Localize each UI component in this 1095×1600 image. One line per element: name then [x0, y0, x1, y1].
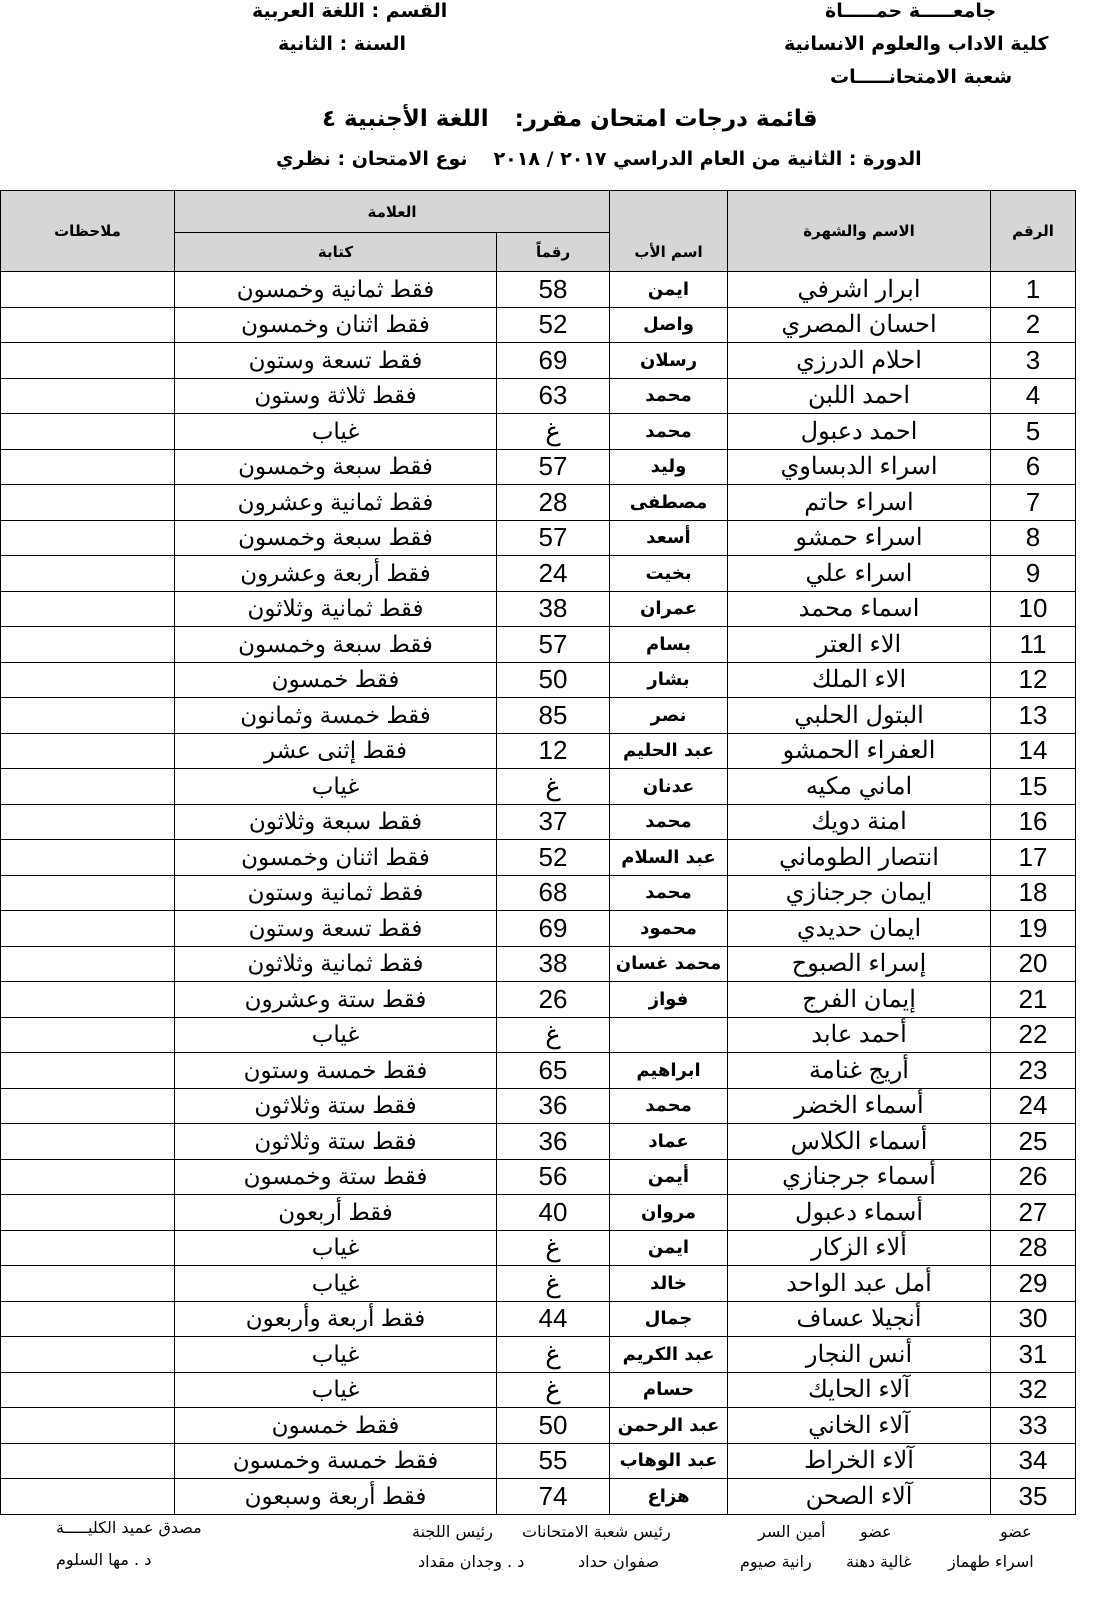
department-label: القسم : اللغة العربية	[252, 0, 448, 22]
table-row	[1, 662, 1076, 698]
table-row	[1, 911, 1076, 947]
header-name: الاسم والشهرة	[728, 191, 991, 272]
notes-cell	[1, 1053, 175, 1089]
table-row	[1, 1301, 1076, 1337]
notes-cell	[1, 1372, 175, 1408]
table-row	[1, 946, 1076, 982]
header-number: الرقم	[991, 191, 1076, 272]
grade-words: فقط خمسة وستون	[175, 1053, 497, 1089]
grade-words: فقط ثمانية وثلاثون	[175, 591, 497, 627]
father-name: محمد	[610, 1088, 728, 1124]
grade-words: فقط ثمانية وستون	[175, 875, 497, 911]
table-row	[1, 1337, 1076, 1373]
notes-cell	[1, 1195, 175, 1231]
grade-digits: غ	[497, 1337, 610, 1373]
notes-cell	[1, 1088, 175, 1124]
row-number: 11	[991, 627, 1076, 663]
grade-digits: 68	[497, 875, 610, 911]
grade-digits: 57	[497, 627, 610, 663]
notes-cell	[1, 769, 175, 805]
student-name: إسراء الصبوح	[728, 946, 991, 982]
table-row	[1, 485, 1076, 521]
student-name: العفراء الحمشو	[728, 733, 991, 769]
student-name: أنجيلا عساف	[728, 1301, 991, 1337]
row-number: 4	[991, 378, 1076, 414]
table-row	[1, 520, 1076, 556]
father-name: محمد غسان	[610, 946, 728, 982]
row-number: 31	[991, 1337, 1076, 1373]
row-number: 28	[991, 1230, 1076, 1266]
father-name: بسام	[610, 627, 728, 663]
grade-words: فقط سبعة وخمسون	[175, 627, 497, 663]
grade-digits: 50	[497, 1408, 610, 1444]
grade-words: غياب	[175, 1372, 497, 1408]
row-number: 16	[991, 804, 1076, 840]
student-name: آلاء الخراط	[728, 1443, 991, 1479]
grade-words: غياب	[175, 769, 497, 805]
grade-digits: 52	[497, 307, 610, 343]
notes-cell	[1, 1230, 175, 1266]
table-body	[1, 272, 1076, 1515]
father-name: ابراهيم	[610, 1053, 728, 1089]
notes-cell	[1, 414, 175, 450]
student-name: اسماء محمد	[728, 591, 991, 627]
father-name: بخيت	[610, 556, 728, 592]
table-row	[1, 449, 1076, 485]
table-row	[1, 378, 1076, 414]
table-row	[1, 1124, 1076, 1160]
grade-words: فقط ستة وخمسون	[175, 1159, 497, 1195]
row-number: 5	[991, 414, 1076, 450]
notes-cell	[1, 1337, 175, 1373]
header-father: اسم الأب	[610, 233, 728, 272]
row-number: 9	[991, 556, 1076, 592]
student-name: اسراء حاتم	[728, 485, 991, 521]
table-row	[1, 804, 1076, 840]
grade-words: فقط أربعون	[175, 1195, 497, 1231]
notes-cell	[1, 982, 175, 1018]
session-label: الدورة : الثانية من العام الدراسي ٢٠١٧ / ٢٠١٨	[493, 148, 922, 170]
student-name: أسماء الخضر	[728, 1088, 991, 1124]
student-name: آلاء الخاني	[728, 1408, 991, 1444]
table-row	[1, 1230, 1076, 1266]
notes-cell	[1, 662, 175, 698]
student-name: ألاء الزكار	[728, 1230, 991, 1266]
table-row	[1, 1195, 1076, 1231]
grade-words: فقط سبعة وخمسون	[175, 520, 497, 556]
grade-digits: 52	[497, 840, 610, 876]
row-number: 6	[991, 449, 1076, 485]
table-row	[1, 272, 1076, 308]
student-name: احلام الدرزي	[728, 343, 991, 379]
grade-digits: 65	[497, 1053, 610, 1089]
header-father-blank	[610, 191, 728, 233]
grade-digits: غ	[497, 414, 610, 450]
table-row	[1, 414, 1076, 450]
row-number: 10	[991, 591, 1076, 627]
grade-digits: 56	[497, 1159, 610, 1195]
grade-words: فقط ستة وثلاثون	[175, 1124, 497, 1160]
row-number: 23	[991, 1053, 1076, 1089]
student-name: اماني مكيه	[728, 769, 991, 805]
father-name: محمد	[610, 804, 728, 840]
grade-words: فقط ستة وعشرون	[175, 982, 497, 1018]
father-name: عبد الحليم	[610, 733, 728, 769]
notes-cell	[1, 307, 175, 343]
grade-words: فقط تسعة وستون	[175, 343, 497, 379]
grade-words: فقط اثنان وخمسون	[175, 307, 497, 343]
grade-digits: 55	[497, 1443, 610, 1479]
secretary-title: أمين السر	[758, 1522, 826, 1541]
grade-digits: غ	[497, 1230, 610, 1266]
grade-digits: غ	[497, 1017, 610, 1053]
row-number: 2	[991, 307, 1076, 343]
grade-words: فقط سبعة وثلاثون	[175, 804, 497, 840]
notes-cell	[1, 449, 175, 485]
row-number: 15	[991, 769, 1076, 805]
grade-digits: غ	[497, 769, 610, 805]
father-name	[610, 1017, 728, 1053]
father-name: محمد	[610, 875, 728, 911]
student-name: احمد دعبول	[728, 414, 991, 450]
table-row	[1, 1372, 1076, 1408]
student-name: البتول الحلبي	[728, 698, 991, 734]
grade-digits: 44	[497, 1301, 610, 1337]
table-row	[1, 982, 1076, 1018]
father-name: رسلان	[610, 343, 728, 379]
course-name: اللغة الأجنبية ٤	[322, 106, 489, 132]
table-row	[1, 769, 1076, 805]
notes-cell	[1, 946, 175, 982]
table-row	[1, 591, 1076, 627]
grade-words: فقط خمسة وثمانون	[175, 698, 497, 734]
grade-digits: 28	[497, 485, 610, 521]
student-name: الاء العتر	[728, 627, 991, 663]
grade-words: فقط ثلاثة وستون	[175, 378, 497, 414]
table-header	[1, 191, 1076, 272]
student-name: آلاء الصحن	[728, 1479, 991, 1515]
father-name: محمد	[610, 414, 728, 450]
grade-words: فقط خمسون	[175, 662, 497, 698]
row-number: 8	[991, 520, 1076, 556]
father-name: بشار	[610, 662, 728, 698]
father-name: فواز	[610, 982, 728, 1018]
student-name: ايمان حديدي	[728, 911, 991, 947]
header-grade: العلامة	[175, 191, 610, 233]
member2-name: اسراء طهماز	[948, 1552, 1034, 1571]
student-name: احمد اللبن	[728, 378, 991, 414]
notes-cell	[1, 556, 175, 592]
table-row	[1, 1053, 1076, 1089]
father-name: مصطفى	[610, 485, 728, 521]
row-number: 19	[991, 911, 1076, 947]
student-name: اسراء حمشو	[728, 520, 991, 556]
notes-cell	[1, 1159, 175, 1195]
notes-cell	[1, 1479, 175, 1515]
header-words: كتابة	[175, 233, 497, 272]
father-name: عماد	[610, 1124, 728, 1160]
grade-digits: 57	[497, 520, 610, 556]
exams-head-name: صفوان حداد	[578, 1552, 660, 1571]
grade-words: غياب	[175, 414, 497, 450]
father-name: ايمن	[610, 272, 728, 308]
grade-words: فقط اثنان وخمسون	[175, 840, 497, 876]
father-name: أيمن	[610, 1159, 728, 1195]
grade-digits: 85	[497, 698, 610, 734]
student-name: أمل عبد الواحد	[728, 1266, 991, 1302]
row-number: 21	[991, 982, 1076, 1018]
notes-cell	[1, 698, 175, 734]
row-number: 24	[991, 1088, 1076, 1124]
table-row	[1, 875, 1076, 911]
father-name: عدنان	[610, 769, 728, 805]
row-number: 34	[991, 1443, 1076, 1479]
grade-digits: 69	[497, 911, 610, 947]
student-name: أسماء جرجنازي	[728, 1159, 991, 1195]
father-name: حسام	[610, 1372, 728, 1408]
grade-words: فقط ثمانية وعشرون	[175, 485, 497, 521]
student-name: ايمان جرجنازي	[728, 875, 991, 911]
father-name: واصل	[610, 307, 728, 343]
notes-cell	[1, 627, 175, 663]
father-name: محمود	[610, 911, 728, 947]
notes-cell	[1, 1017, 175, 1053]
row-number: 27	[991, 1195, 1076, 1231]
student-name: امنة دويك	[728, 804, 991, 840]
student-name: إيمان الفرج	[728, 982, 991, 1018]
student-name: الاء الملك	[728, 662, 991, 698]
grade-digits: 12	[497, 733, 610, 769]
father-name: عبد الكريم	[610, 1337, 728, 1373]
grades-table	[0, 190, 1076, 1515]
student-name: احسان المصري	[728, 307, 991, 343]
document-title	[322, 106, 818, 132]
grade-digits: 26	[497, 982, 610, 1018]
row-number: 29	[991, 1266, 1076, 1302]
grade-words: غياب	[175, 1266, 497, 1302]
dean-name: د . مها السلوم	[56, 1550, 152, 1569]
father-name: خالد	[610, 1266, 728, 1302]
father-name: عمران	[610, 591, 728, 627]
grade-words: غياب	[175, 1337, 497, 1373]
notes-cell	[1, 875, 175, 911]
row-number: 33	[991, 1408, 1076, 1444]
table-row	[1, 1408, 1076, 1444]
row-number: 13	[991, 698, 1076, 734]
grade-words: فقط أربعة وعشرون	[175, 556, 497, 592]
grade-words: فقط ثمانية وثلاثون	[175, 946, 497, 982]
notes-cell	[1, 520, 175, 556]
father-name: عبد السلام	[610, 840, 728, 876]
notes-cell	[1, 378, 175, 414]
grade-words: فقط إثنى عشر	[175, 733, 497, 769]
father-name: عبد الوهاب	[610, 1443, 728, 1479]
member2-title: عضو	[1000, 1522, 1032, 1541]
row-number: 1	[991, 272, 1076, 308]
member1-name: غالية دهنة	[846, 1552, 912, 1571]
grade-words: غياب	[175, 1230, 497, 1266]
university-name: جامعـــــة حمـــــاة	[825, 0, 997, 22]
table-row	[1, 556, 1076, 592]
row-number: 3	[991, 343, 1076, 379]
grade-digits: غ	[497, 1266, 610, 1302]
grade-digits: 57	[497, 449, 610, 485]
grade-words: فقط أربعة وأربعون	[175, 1301, 497, 1337]
grade-words: غياب	[175, 1017, 497, 1053]
secretary-name: رانية صيوم	[740, 1552, 812, 1571]
row-number: 12	[991, 662, 1076, 698]
student-name: أريج غنامة	[728, 1053, 991, 1089]
notes-cell	[1, 1124, 175, 1160]
notes-cell	[1, 911, 175, 947]
member1-title: عضو	[860, 1522, 892, 1541]
notes-cell	[1, 1266, 175, 1302]
student-name: آلاء الحايك	[728, 1372, 991, 1408]
row-number: 20	[991, 946, 1076, 982]
student-name: اسراء علي	[728, 556, 991, 592]
exams-head-title: رئيس شعبة الامتحانات	[522, 1522, 671, 1541]
exams-office-name: شعبة الامتحانـــــات	[830, 66, 1013, 88]
notes-cell	[1, 591, 175, 627]
notes-cell	[1, 1301, 175, 1337]
table-row	[1, 733, 1076, 769]
table-row	[1, 1479, 1076, 1515]
committee-head-name: د . وجدان مقداد	[418, 1552, 525, 1571]
notes-cell	[1, 1443, 175, 1479]
grade-digits: 69	[497, 343, 610, 379]
notes-cell	[1, 272, 175, 308]
grade-digits: غ	[497, 1372, 610, 1408]
grade-digits: 58	[497, 272, 610, 308]
table-row	[1, 1266, 1076, 1302]
father-name: وليد	[610, 449, 728, 485]
father-name: نصر	[610, 698, 728, 734]
notes-cell	[1, 840, 175, 876]
year-label: السنة : الثانية	[278, 33, 407, 55]
grade-digits: 63	[497, 378, 610, 414]
grade-digits: 38	[497, 591, 610, 627]
grade-digits: 36	[497, 1088, 610, 1124]
row-number: 17	[991, 840, 1076, 876]
title-prefix: قائمة درجات امتحان مقرر:	[514, 106, 818, 132]
student-name: أسماء الكلاس	[728, 1124, 991, 1160]
grade-words: فقط تسعة وستون	[175, 911, 497, 947]
row-number: 30	[991, 1301, 1076, 1337]
student-name: أنس النجار	[728, 1337, 991, 1373]
grade-words: فقط ثمانية وخمسون	[175, 272, 497, 308]
student-name: اسراء الدبساوي	[728, 449, 991, 485]
grade-words: فقط خمسة وخمسون	[175, 1443, 497, 1479]
table-row	[1, 307, 1076, 343]
grade-digits: 74	[497, 1479, 610, 1515]
row-number: 35	[991, 1479, 1076, 1515]
grade-digits: 50	[497, 662, 610, 698]
faculty-name: كلية الاداب والعلوم الانسانية	[784, 33, 1049, 55]
father-name: جمال	[610, 1301, 728, 1337]
header-digits: رقماً	[497, 233, 610, 272]
table-row	[1, 1017, 1076, 1053]
grade-digits: 38	[497, 946, 610, 982]
grade-digits: 37	[497, 804, 610, 840]
father-name: أسعد	[610, 520, 728, 556]
session-line	[276, 148, 922, 170]
table-row	[1, 1088, 1076, 1124]
grade-digits: 40	[497, 1195, 610, 1231]
table-row	[1, 343, 1076, 379]
grade-words: فقط خمسون	[175, 1408, 497, 1444]
row-number: 18	[991, 875, 1076, 911]
dean-title: مصدق عميد الكليـــــة	[56, 1518, 202, 1537]
grade-digits: 24	[497, 556, 610, 592]
row-number: 22	[991, 1017, 1076, 1053]
exam-type-label: نوع الامتحان : نظري	[276, 148, 468, 170]
student-name: انتصار الطوماني	[728, 840, 991, 876]
grade-words: فقط سبعة وخمسون	[175, 449, 497, 485]
father-name: مروان	[610, 1195, 728, 1231]
committee-head-title: رئيس اللجنة	[412, 1522, 493, 1541]
table-row	[1, 627, 1076, 663]
table-row	[1, 1159, 1076, 1195]
grade-words: فقط ستة وثلاثون	[175, 1088, 497, 1124]
header-notes: ملاحظات	[1, 191, 175, 272]
table-row	[1, 698, 1076, 734]
row-number: 14	[991, 733, 1076, 769]
father-name: ايمن	[610, 1230, 728, 1266]
notes-cell	[1, 804, 175, 840]
notes-cell	[1, 343, 175, 379]
row-number: 25	[991, 1124, 1076, 1160]
grade-digits: 36	[497, 1124, 610, 1160]
student-name: أحمد عابد	[728, 1017, 991, 1053]
notes-cell	[1, 1408, 175, 1444]
notes-cell	[1, 485, 175, 521]
table-row	[1, 1443, 1076, 1479]
table-row	[1, 840, 1076, 876]
notes-cell	[1, 733, 175, 769]
student-name: أسماء دعبول	[728, 1195, 991, 1231]
father-name: محمد	[610, 378, 728, 414]
row-number: 7	[991, 485, 1076, 521]
row-number: 26	[991, 1159, 1076, 1195]
student-name: ابرار اشرفي	[728, 272, 991, 308]
grade-words: فقط أربعة وسبعون	[175, 1479, 497, 1515]
row-number: 32	[991, 1372, 1076, 1408]
father-name: هزاع	[610, 1479, 728, 1515]
father-name: عبد الرحمن	[610, 1408, 728, 1444]
